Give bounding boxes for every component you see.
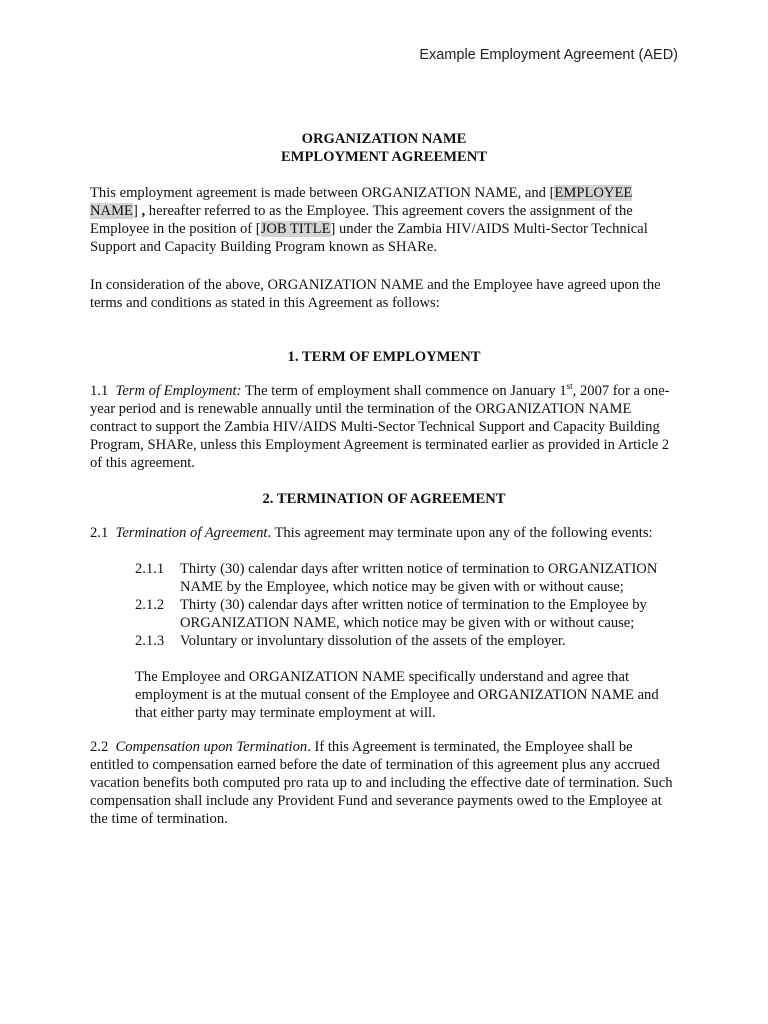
list-item-text: Thirty (30) calendar days after written notice of termination to ORGANIZATION NAME by the Employee, which notice may be given with or without cause; — [180, 561, 658, 595]
clause-1-1-text-a: The term of employment shall commence on January 1 — [241, 383, 567, 399]
employee-name-placeholder-cont: NAME — [90, 203, 133, 219]
document-header-label: Example Employment Agreement (AED) — [419, 47, 678, 63]
intro-text-a: This employment agreement is made between ORGANIZATION NAME, and [ — [90, 185, 555, 201]
clause-2-2 — [90, 738, 680, 828]
clause-1-1-text-b: , 2007 for a one-year period and is renewable annually until the termination of the ORGANIZATION NAME contract to support the Zambia HIV/AIDS Multi-Sector Technical Support and Capacity Building Program, SHARe, unless this Employment Agreement is terminated earlier as provided in Article 2 of this agreement. — [90, 383, 670, 471]
clause-2-1-number: 2.1 — [90, 525, 109, 541]
organization-title: ORGANIZATION NAME — [301, 131, 467, 147]
list-item-text: Thirty (30) calendar days after written notice of termination to the Employee by ORGANIZATION NAME, which notice may be given with or without cause; — [180, 597, 647, 631]
agreement-title: EMPLOYMENT AGREEMENT — [280, 149, 488, 165]
employee-name-placeholder: EMPLOYEE — [554, 185, 633, 201]
list-item-number: 2.1.1 — [135, 561, 165, 577]
intro-paragraph — [90, 184, 680, 256]
consideration-paragraph: In consideration of the above, ORGANIZATION NAME and the Employee have agreed upon the terms and conditions as stated in this Agreement as follows: — [90, 277, 661, 311]
list-item-number: 2.1.2 — [135, 597, 165, 613]
section-2-heading: 2. TERMINATION OF AGREEMENT — [262, 491, 506, 507]
clause-2-2-number: 2.2 — [90, 739, 109, 755]
clause-2-2-label: Compensation upon Termination — [115, 739, 308, 755]
list-item-text: Voluntary or involuntary dissolution of the assets of the employer. — [180, 633, 566, 649]
ordinal-suffix: st — [566, 381, 573, 392]
clause-2-2-text: . If this Agreement is terminated, the Employee shall be entitled to compensation earned before the date of termination of this agreement plus any accrued vacation benefits both computed pro rata up to and including the effective date of termination. Such compensation shall include any Provident Fund and severance payments owed to the Employee at the time of termination. — [90, 739, 673, 827]
intro-text-c: hereafter referred to as the Employee. This agreement covers the assignment of the Employee in the position of [ — [90, 203, 633, 237]
list-item — [135, 560, 680, 596]
clause-2-1-label: Termination of Agreement — [115, 525, 268, 541]
job-title-placeholder: JOB TITLE — [260, 221, 331, 237]
clause-1-1 — [90, 382, 680, 472]
list-item — [135, 596, 680, 632]
section-1-heading: 1. TERM OF EMPLOYMENT — [287, 349, 481, 365]
intro-text-b: ] — [132, 203, 142, 219]
list-item — [135, 632, 680, 650]
clause-2-1-text: . This agreement may terminate upon any of the following events: — [267, 525, 653, 541]
clause-2-1 — [90, 524, 680, 542]
clause-1-1-number: 1.1 — [90, 383, 109, 399]
intro-comma: , — [141, 203, 146, 219]
clause-1-1-label: Term of Employment: — [115, 383, 242, 399]
at-will-paragraph: The Employee and ORGANIZATION NAME specifically understand and agree that employment is at the mutual consent of the Employee and ORGANIZATION NAME and that either party may terminate employment at will. — [135, 669, 659, 721]
list-item-number: 2.1.3 — [135, 633, 165, 649]
intro-text-d: ] under the Zambia HIV/AIDS Multi-Sector Technical Support and Capacity Building Program known as SHARe. — [90, 221, 648, 255]
